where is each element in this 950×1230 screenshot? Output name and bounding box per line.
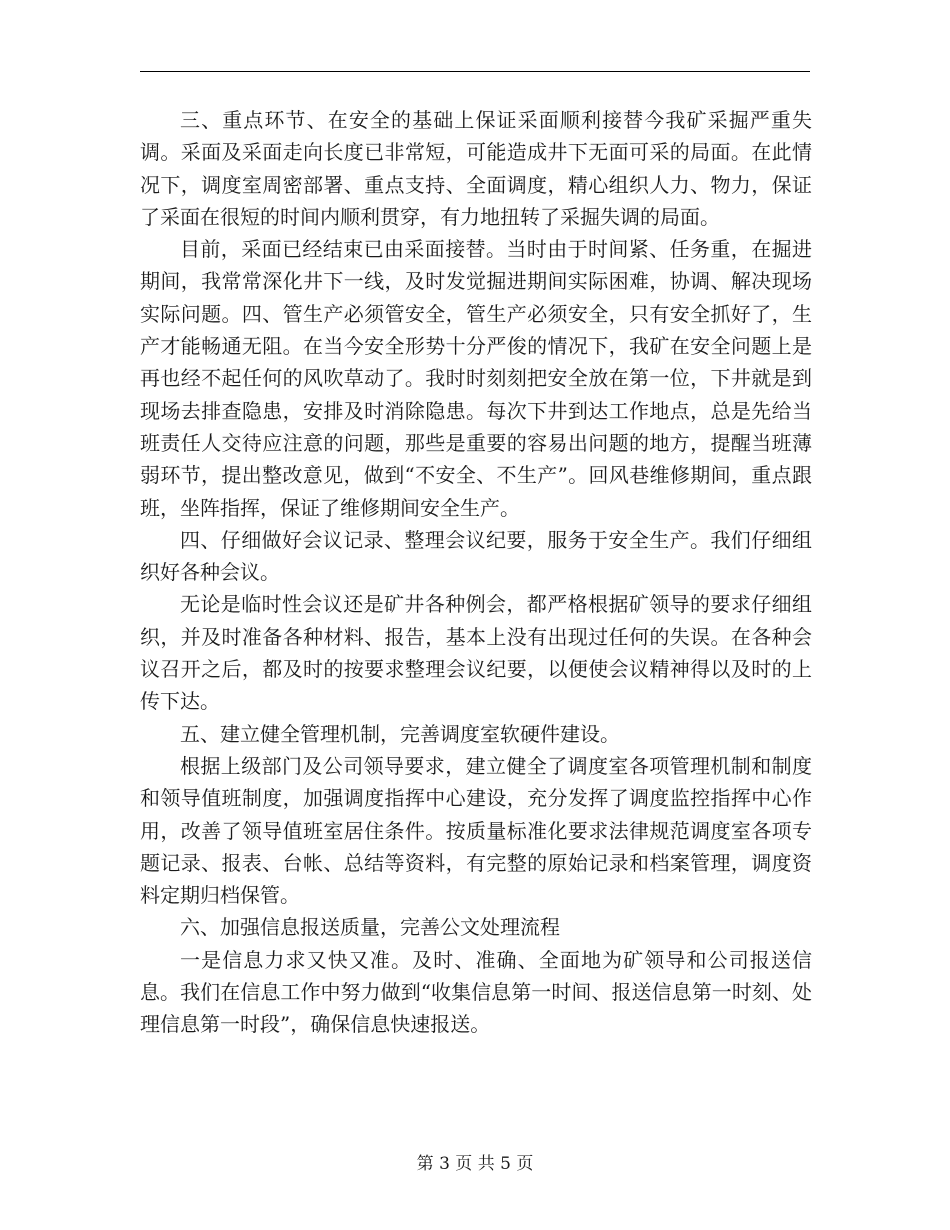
paragraph-meetings: 无论是临时性会议还是矿井各种例会，都严格根据矿领导的要求仔细组织，并及时准备各种材料、报告，基本上没有出现过任何的失误。在各种会议召开之后，都及时的按要求整理会议纪要，以便使会议精神得以及时的上传下达。 [140,592,812,714]
document-body [140,104,812,1041]
paragraph-management: 根据上级部门及公司领导要求，建立健全了调度室各项管理机制和制度和领导值班制度，加强调度指挥中心建设，充分发挥了调度监控指挥中心作用，改善了领导值班室居住条件。按质量标准化要求法律规范调度室各项专题记录、报表、台帐、总结等资料，有完整的原始记录和档案管理，调度资料定期归档保管。 [140,753,812,908]
paragraph-section-5-heading: 五、建立健全管理机制，完善调度室软硬件建设。 [180,721,620,746]
paragraph-information: 一是信息力求又快又准。及时、准确、全面地为矿领导和公司报送信息。我们在信息工作中努力做到“收集信息第一时间、报送信息第一时刻、处理信息第一时段”，确保信息快速报送。 [140,947,812,1037]
paragraph-section-3: 三、重点环节、在安全的基础上保证采面顺利接替今我矿采掘严重失调。采面及采面走向长度已非常短，可能造成井下无面可采的局面。在此情况下，调度室周密部署、重点支持、全面调度，精心组织人力、物力，保证了采面在很短的时间内顺利贯穿，有力地扭转了采掘失调的局面。 [140,108,812,229]
header-rule [140,71,810,72]
paragraph-safety: 目前，采面已经结束已由采面接替。当时由于时间紧、任务重，在掘进期间，我常常深化井下一线，及时发觉掘进期间实际困难，协调、解决现场实际问题。四、管生产必须管安全，管生产必须安全，只有安全抓好了，生产才能畅通无阻。在当今安全形势十分严俊的情况下，我矿在安全问题上是再也经不起任何的风吹草动了。我时时刻刻把安全放在第一位，下井就是到现场去排查隐患，安排及时消除隐患。每次下井到达工作地点，总是先给当班责任人交待应注意的问题，那些是重要的容易出问题的地方，提醒当班薄弱环节，提出整改意见，做到“不安全、不生产”。回风巷维修期间，重点跟班，坐阵指挥，保证了维修期间安全生产。 [140,237,812,520]
paragraph-section-6-heading: 六、加强信息报送质量，完善公文处理流程 [180,915,560,940]
paragraph-section-4-heading: 四、仔细做好会议记录、整理会议纪要，服务于安全生产。我们仔细组织好各种会议。 [140,527,812,585]
page-number-footer: 第 3 页 共 5 页 [416,1154,534,1174]
